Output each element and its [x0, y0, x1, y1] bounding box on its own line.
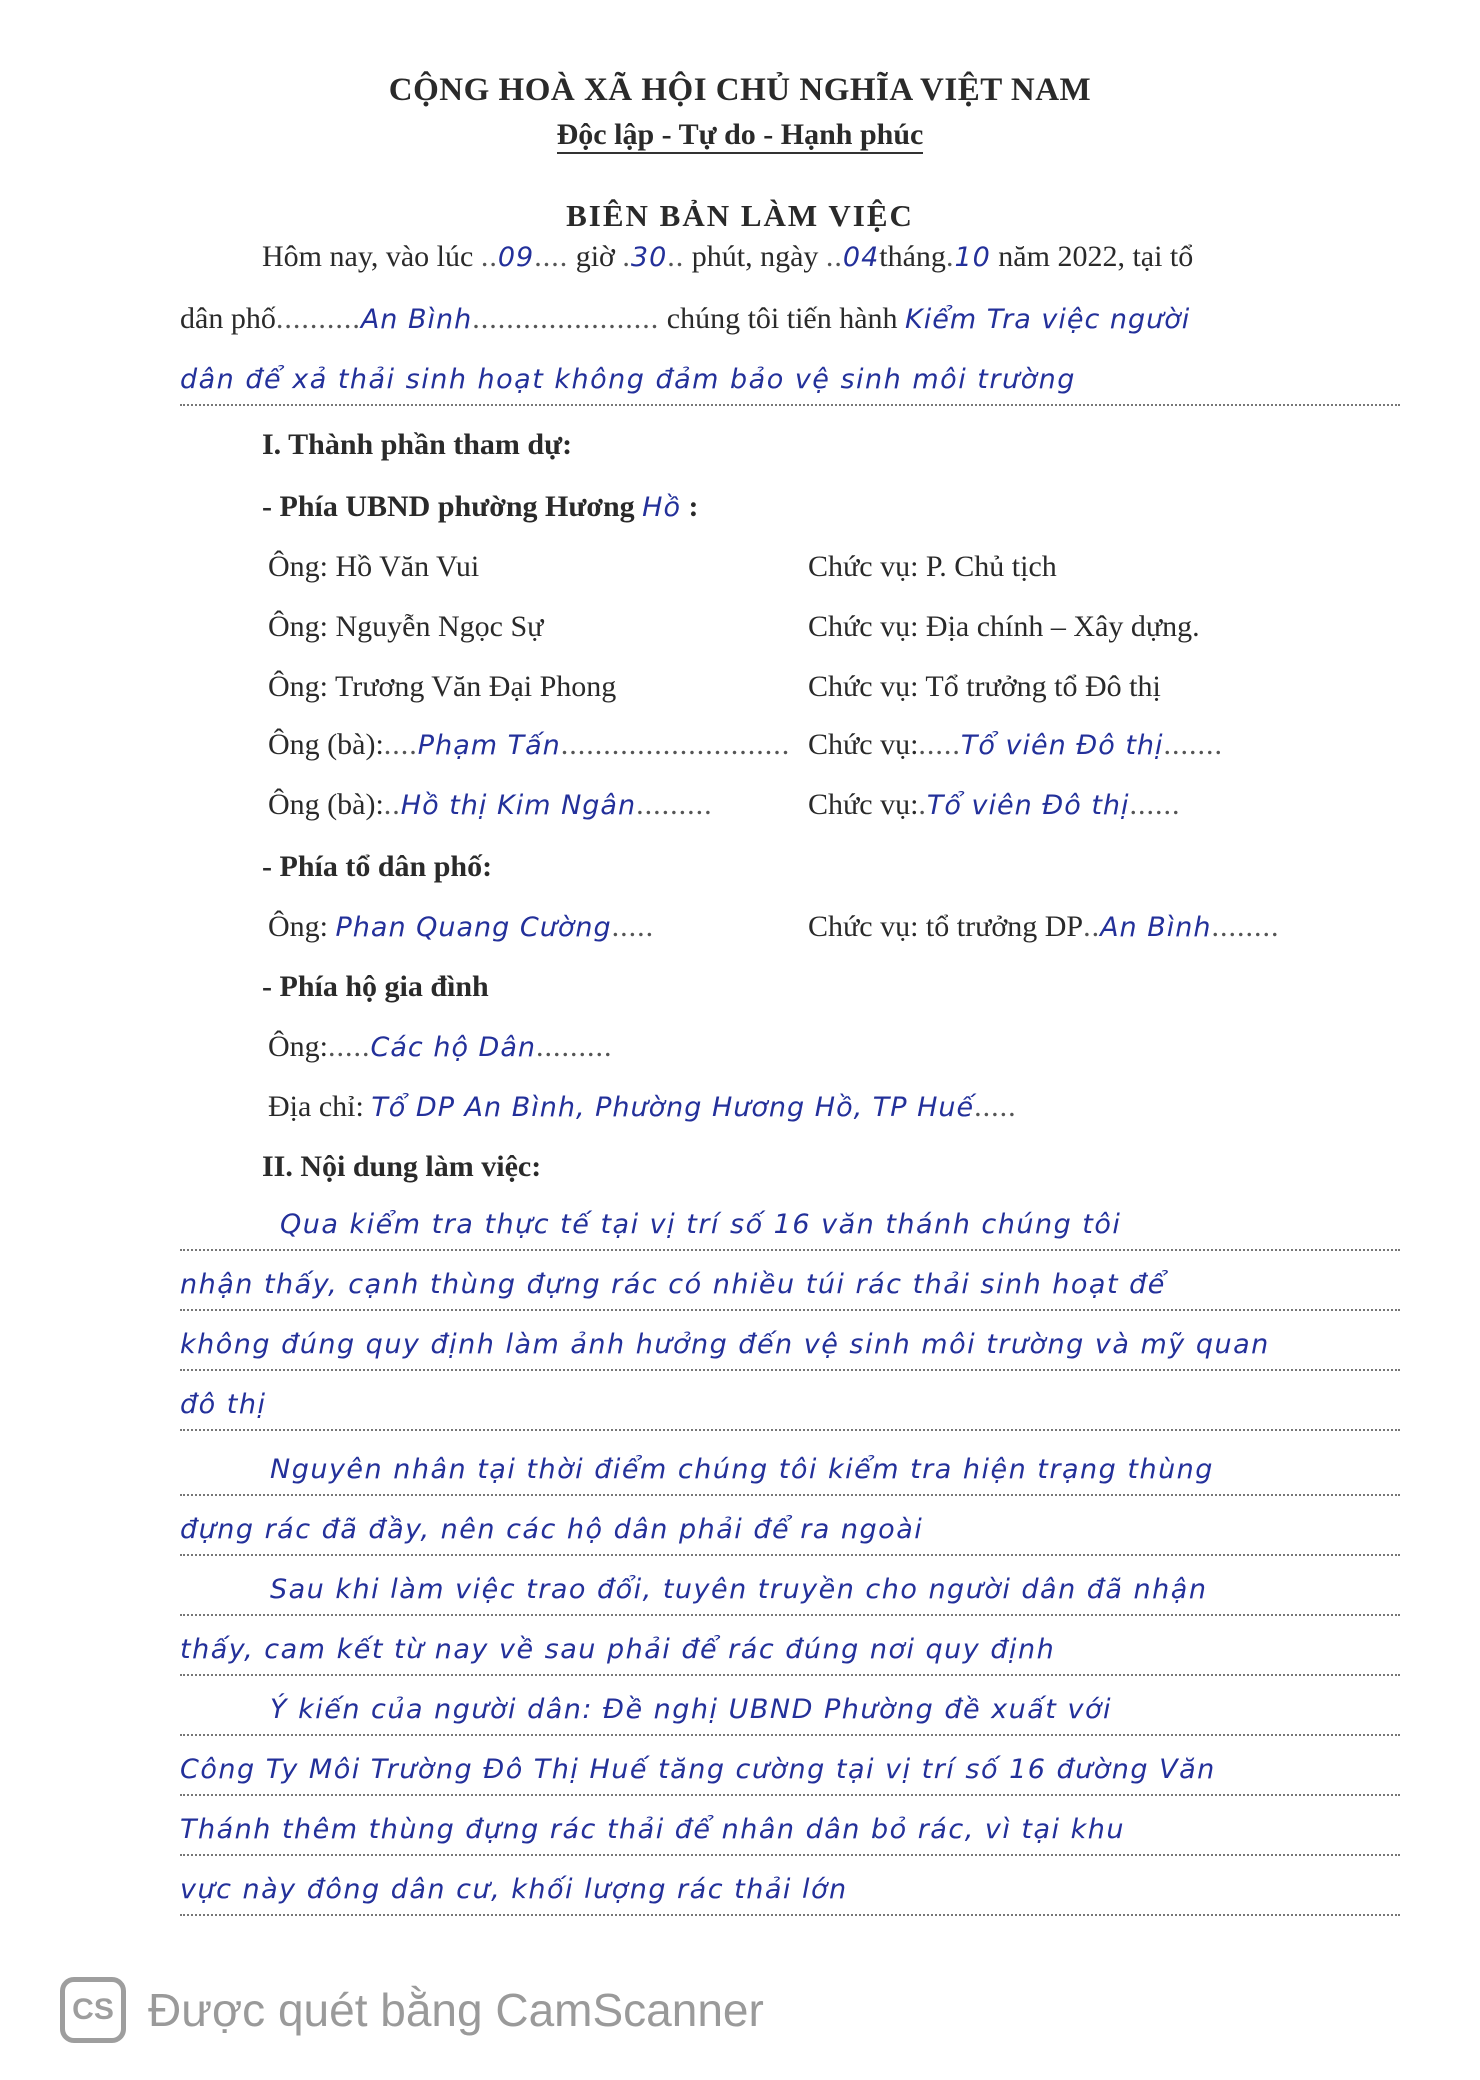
section2-heading: II. Nội dung làm việc: [262, 1150, 542, 1183]
tdp-role-row: Chức vụ: tổ trưởng DP..An Bình........ [808, 910, 1280, 943]
intro-hour: 09 [497, 242, 535, 273]
member-role-row [808, 610, 1200, 644]
member-prefix: Ông (bà): [268, 728, 384, 761]
member-name: Hồ thị Kim Ngân [400, 790, 637, 821]
member-role-label: Chức vụ: [808, 670, 919, 703]
intro-text-a: Hôm nay, vào lúc [262, 240, 474, 273]
content-line: Sau khi làm việc trao đổi, tuyên truyền cho người dân đã nhận [180, 1570, 1400, 1616]
member-name: Hồ Văn Vui [335, 550, 480, 583]
intro-line-2: dân phố..........An Bình...................... chúng tôi tiến hành Kiểm Tra việc người [180, 302, 1191, 335]
ubnd-heading-handwritten: Hồ [642, 492, 681, 523]
intro-text-c: phút, ngày [691, 240, 819, 273]
section1-heading: I. Thành phần tham dự: [262, 428, 573, 461]
intro-month: 10 [954, 242, 991, 273]
member-role-row: Chức vụ:.....Tổ viên Đô thị....... [808, 728, 1224, 761]
motto-text: Độc lập - Tự do - Hạnh phúc [557, 118, 924, 154]
member-role-row [808, 550, 1057, 584]
intro-purpose-line: dân để xả thải sinh hoạt không đảm bảo vệ sinh môi trường [180, 360, 1400, 406]
camscanner-watermark [60, 1975, 764, 2045]
ubnd-heading-text: - Phía UBND phường Hương [262, 490, 635, 523]
address-value: Tổ DP An Bình, Phường Hương Hồ, TP Huế [371, 1092, 975, 1123]
content-line: đô thị [180, 1385, 1400, 1431]
content-line: Thánh thêm thùng đựng rác thải để nhân dân bỏ rác, vì tại khu [180, 1810, 1400, 1856]
intro-minute: 30 [630, 242, 668, 273]
intro-text-d: tháng [879, 240, 946, 273]
address-row: Địa chỉ: Tổ DP An Bình, Phường Hương Hồ, TP Huế..... [268, 1090, 1017, 1123]
member-role-row [808, 670, 1161, 704]
family-name: Các hộ Dân [370, 1032, 536, 1063]
intro-day: 04 [842, 242, 880, 273]
content-line: Nguyên nhân tại thời điểm chúng tôi kiểm tra hiện trạng thùng [180, 1450, 1400, 1496]
member-role-label: Chức vụ: [808, 610, 919, 643]
ubnd-heading [262, 490, 698, 524]
content-line: nhận thấy, cạnh thùng đựng rác có nhiều túi rác thải sinh hoạt để [180, 1265, 1400, 1311]
tdp-role-label: Chức vụ: tổ trưởng DP [808, 910, 1084, 943]
intro-text-f: dân phố [180, 302, 276, 335]
content-line: không đúng quy định làm ảnh hưởng đến vệ sinh môi trường và mỹ quan [180, 1325, 1400, 1371]
content-line: thấy, cam kết từ nay về sau phải để rác đúng nơi quy định [180, 1630, 1400, 1676]
tdp-row: Ông: Phan Quang Cường..... [268, 910, 655, 943]
tdp-name: Phan Quang Cường [335, 912, 612, 943]
intro-line-1: Hôm nay, vào lúc ..09.... giờ .30.. phút, ngày ..04tháng.10 năm 2022, tại tổ [262, 240, 1194, 273]
intro-text-e: năm 2022, tại tổ [998, 240, 1194, 273]
ubnd-heading-colon: : [688, 490, 699, 523]
tdp-heading: - Phía tổ dân phố: [262, 850, 493, 883]
family-row: Ông:.....Các hộ Dân......... [268, 1030, 613, 1063]
member-row [268, 550, 479, 584]
member-role: Tổ viên Đô thị [960, 730, 1164, 761]
member-name: Nguyễn Ngọc Sự [335, 610, 544, 643]
member-name: Phạm Tấn [417, 730, 561, 761]
member-prefix: Ông (bà): [268, 788, 384, 821]
member-role-label: Chức vụ: [808, 788, 919, 821]
intro-text-b: giờ [575, 240, 615, 273]
member-role: P. Chủ tịch [925, 550, 1057, 583]
member-role: Tổ trưởng tổ Đô thị [925, 670, 1161, 703]
content-line: vực này đông dân cư, khối lượng rác thải lớn [180, 1870, 1400, 1916]
member-role-label: Chức vụ: [808, 728, 919, 761]
member-row: Ông (bà):....Phạm Tấn........................... [268, 728, 791, 761]
member-row [268, 610, 543, 644]
address-label: Địa chỉ: [268, 1090, 364, 1123]
content-line: Công Ty Môi Trường Đô Thị Huế tăng cường tại vị trí số 16 đường Văn [180, 1750, 1400, 1796]
content-line: Ý kiến của người dân: Đề nghị UBND Phường đề xuất với [180, 1690, 1400, 1736]
document-title: BIÊN BẢN LÀM VIỆC [566, 198, 914, 233]
member-role: Tổ viên Đô thị [926, 790, 1130, 821]
member-prefix: Ông: [268, 670, 328, 703]
member-prefix: Ông: [268, 610, 328, 643]
camscanner-logo-icon: CS [60, 1977, 126, 2043]
camscanner-text: Được quét bằng CamScanner [148, 1984, 764, 2036]
member-role-label: Chức vụ: [808, 550, 919, 583]
tdp-prefix: Ông: [268, 910, 328, 943]
intro-text-g: chúng tôi tiến hành [666, 302, 898, 335]
member-row: Ông (bà):..Hồ thị Kim Ngân......... [268, 788, 713, 821]
member-row [268, 670, 616, 704]
family-prefix: Ông: [268, 1030, 328, 1063]
intro-purpose-a: Kiểm Tra việc người [905, 304, 1191, 335]
family-heading: - Phía hộ gia đình [262, 970, 489, 1003]
motto [0, 118, 1480, 152]
content-line: đựng rác đã đầy, nên các hộ dân phải để ra ngoài [180, 1510, 1400, 1556]
member-role: Địa chính – Xây dựng. [925, 610, 1200, 643]
tdp-role: An Bình [1100, 912, 1212, 943]
intro-ward: An Bình [360, 304, 473, 335]
member-role-row: Chức vụ:.Tổ viên Đô thị...... [808, 788, 1181, 821]
member-name: Trương Văn Đại Phong [334, 670, 617, 703]
nation-header: CỘNG HOÀ XÃ HỘI CHỦ NGHĨA VIỆT NAM [388, 72, 1092, 108]
member-prefix: Ông: [268, 550, 328, 583]
content-line: Qua kiểm tra thực tế tại vị trí số 16 văn thánh chúng tôi [180, 1205, 1400, 1251]
